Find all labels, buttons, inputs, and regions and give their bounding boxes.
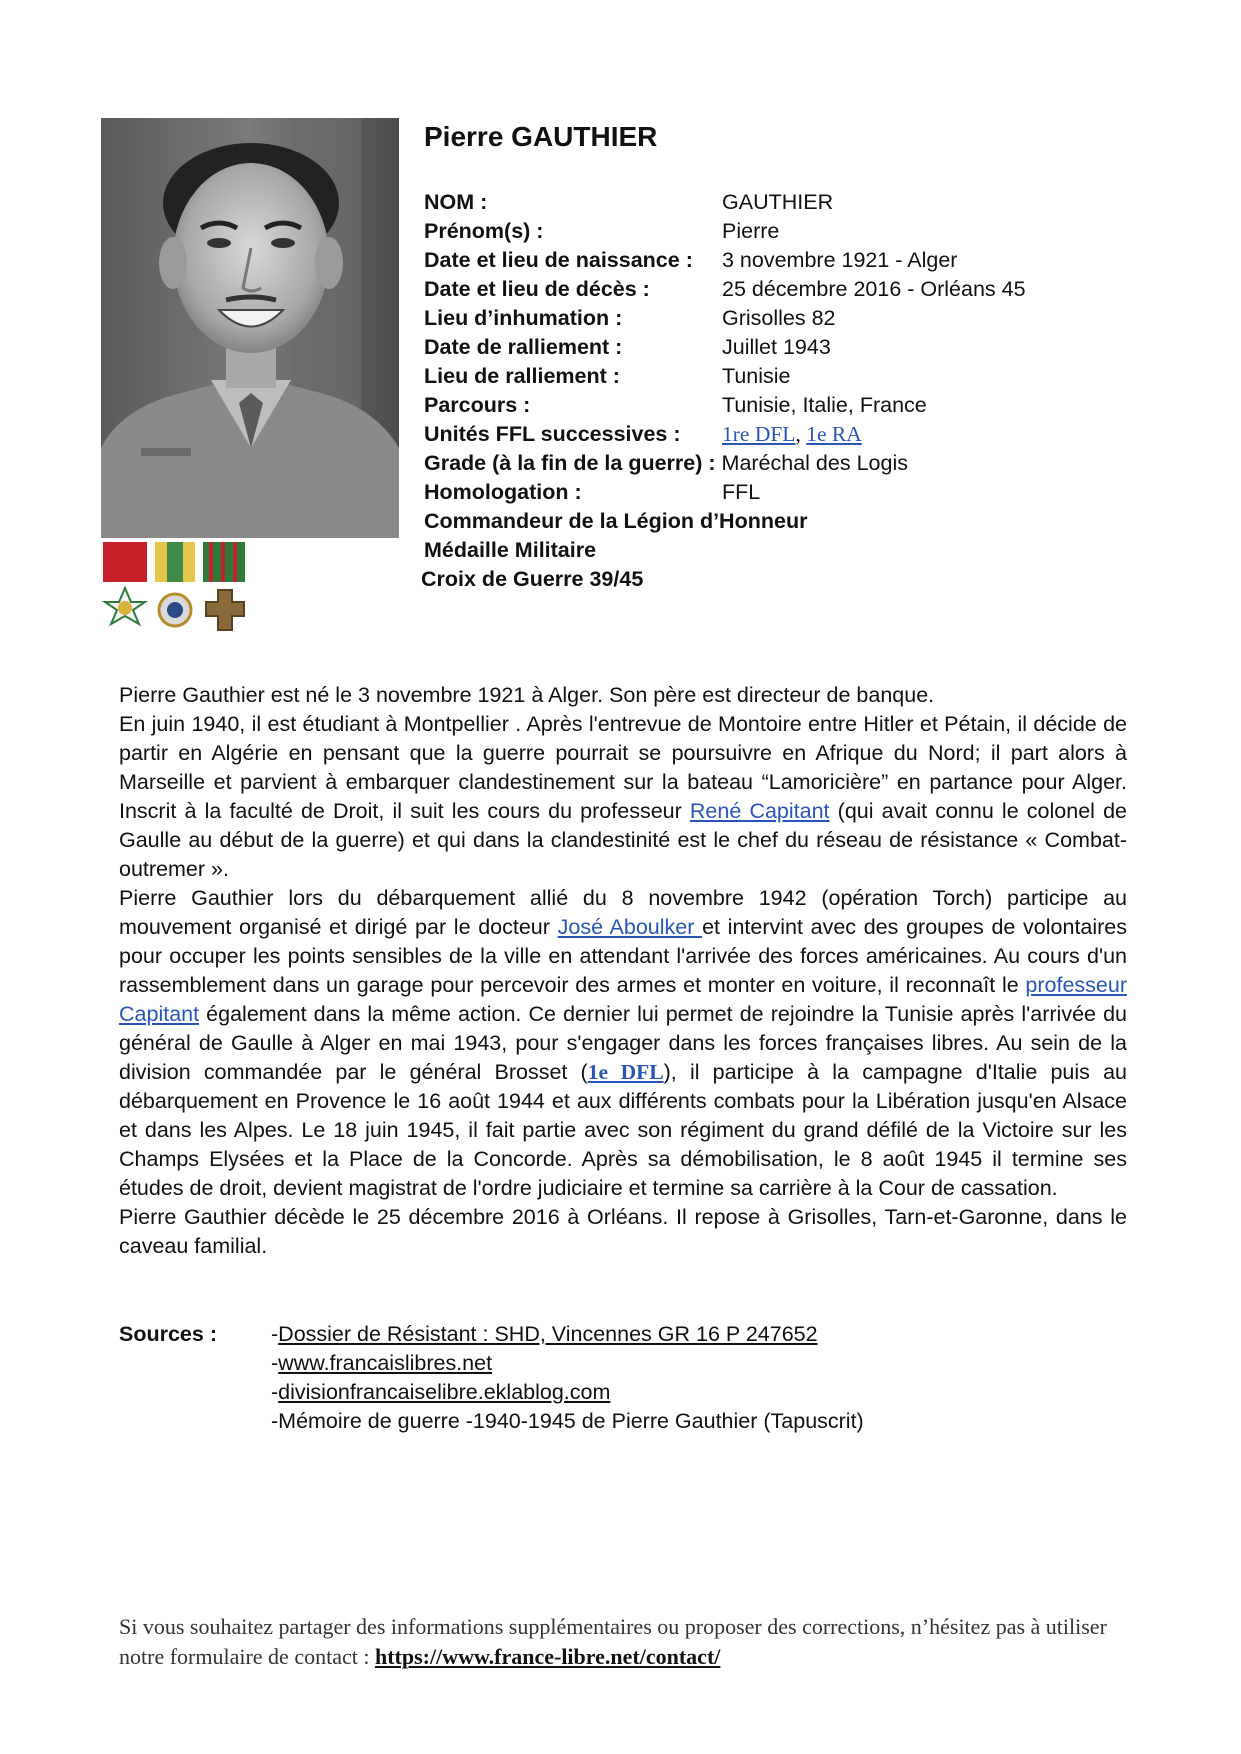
portrait-illustration (101, 118, 399, 538)
footer-text: Si vous souhaitez partager des informations supplémentaires ou proposer des corrections, n’hésitez pas à utiliser notre formulaire de contact : (119, 1614, 1107, 1669)
medals-image (101, 540, 251, 650)
info-label: Lieu de ralliement : (424, 364, 620, 388)
info-row-inhumation (424, 304, 1064, 333)
info-value: Grisolles 82 (722, 306, 836, 330)
source-item (271, 1378, 1031, 1407)
info-row-grade (424, 449, 1064, 478)
source-dash: - (271, 1322, 279, 1346)
info-value: 25 décembre 2016 - Orléans 45 (722, 277, 1026, 301)
bio-paragraph: Pierre Gauthier est né le 3 novembre 1921 à Alger. Son père est directeur de banque. (119, 683, 935, 707)
source-item (271, 1320, 1031, 1349)
info-label: Grade (à la fin de la guerre) : (424, 451, 716, 475)
info-value: GAUTHIER (722, 190, 834, 214)
info-label: Unités FFL successives : (424, 422, 681, 446)
info-row-lieu-ralliement (424, 362, 1064, 391)
info-row-unites (424, 420, 1064, 449)
info-label: Date et lieu de naissance : (424, 248, 693, 272)
link-1e-dfl[interactable]: 1e DFL (587, 1060, 664, 1084)
distinction-legion-honneur: Commandeur de la Légion d’Honneur (424, 509, 808, 533)
portrait-photo (101, 118, 399, 538)
link-rene-capitant[interactable]: René Capitant (689, 799, 830, 823)
bio-text: Pierre Gauthier lors du débarquement allié du 8 novembre 1942 (opération Torch) participe au mouvement organisé et dirigé par le docteur (119, 886, 1127, 939)
info-value: Tunisie, Italie, France (722, 393, 927, 417)
info-label: Prénom(s) : (424, 219, 544, 243)
info-label: Date et lieu de décès : (424, 277, 650, 301)
source-francaislibres[interactable]: www.francaislibres.net (278, 1351, 493, 1375)
link-professeur-capitant[interactable]: professeur Capitant (119, 973, 1127, 1026)
bio-text: En juin 1940, il est étudiant à Montpellier . Après l'entrevue de Montoire entre Hitler et Pétain, il décide de partir en Algérie en pensant que la guerre pourrait se poursuivre en Afrique du Nord; il part alors à Marseille et parvient à embarquer clandestinement sur la bateau “Lamoricière” en partance pour Alger. Inscrit à la faculté de Droit, il suit les cours du professeur (119, 712, 1127, 823)
bio-paragraph (119, 884, 1127, 1203)
info-row-date-ralliement (424, 333, 1064, 362)
page-title: Pierre GAUTHIER (424, 121, 658, 152)
source-item-memoire: -Mémoire de guerre -1940-1945 de Pierre Gauthier (Tapuscrit) (271, 1409, 864, 1433)
link-1re-dfl[interactable]: 1re DFL (722, 422, 796, 446)
distinction-medaille-militaire: Médaille Militaire (424, 538, 597, 562)
sources-list (271, 1320, 1031, 1436)
info-label: Date de ralliement : (424, 335, 623, 359)
bio-text: et intervint avec des groupes de volontaires pour occuper les points sensibles de la ville en attendant l'arrivée des forces américaines. Au cours d'un rassemblement dans un garage pour percevoir des armes et monter en voiture, il reconnaît le (119, 915, 1128, 997)
info-row-naissance (424, 246, 1064, 275)
info-row-parcours (424, 391, 1064, 420)
contact-link[interactable]: https://www.france-libre.net/contact/ (374, 1644, 721, 1669)
info-label: NOM : (424, 190, 488, 214)
bio-paragraph (119, 710, 1127, 884)
source-item (271, 1349, 1031, 1378)
info-row-homologation (424, 478, 1064, 507)
bio-text: (qui avait connu le colonel de Gaulle au début de la guerre) et qui dans la clandestinité est le chef du réseau de résistance « Combat-outremer ». (119, 799, 1127, 881)
info-value (722, 420, 862, 449)
info-row-nom (424, 188, 1064, 217)
info-value: Juillet 1943 (722, 335, 831, 359)
info-row-deces (424, 275, 1064, 304)
source-eklablog[interactable]: divisionfrancaiselibre.eklablog.com (278, 1380, 611, 1404)
biography (119, 681, 1127, 1261)
bio-paragraph: Pierre Gauthier décède le 25 décembre 2016 à Orléans. Il repose à Grisolles, Tarn-et-Garonne, dans le caveau familial. (119, 1205, 1127, 1258)
source-dash: - (271, 1380, 279, 1404)
distinction-croix-de-guerre: Croix de Guerre 39/45 (421, 567, 644, 591)
units-separator: , (795, 422, 807, 446)
info-table (421, 188, 1064, 594)
bio-text: également dans la même action. Ce dernier lui permet de rejoindre la Tunisie après l'arrivée du général de Gaulle à Alger en mai 1943, pour s'engager dans les forces françaises libres. Au sein de la division commandée par le général Brosset ( (119, 1002, 1127, 1084)
source-dash: - (271, 1351, 279, 1375)
info-value: Tunisie (722, 364, 791, 388)
source-shd[interactable]: Dossier de Résistant : SHD, Vincennes GR 16 P 247652 (278, 1322, 818, 1346)
medals-illustration (101, 540, 251, 650)
sources-label: Sources : (119, 1322, 217, 1346)
info-value: Pierre (722, 219, 780, 243)
info-value: 3 novembre 1921 - Alger (722, 248, 958, 272)
footer-note (119, 1612, 1119, 1672)
link-1e-ra[interactable]: 1e RA (806, 422, 862, 446)
info-row-prenom (424, 217, 1064, 246)
info-label: Parcours : (424, 393, 531, 417)
bio-text: ), il participe à la campagne d'Italie puis au débarquement en Provence le 16 août 1944 et aux différents combats pour la Libération jusqu'en Alsace et dans les Alpes. Le 18 juin 1945, il fait partie avec son régiment du grand défilé de la Victoire sur les Champs Elysées et la Place de la Concorde. Après sa démobilisation, le 8 août 1945 il termine ses études de droit, devient magistrat de l'ordre judiciaire et termine sa carrière à la Cour de cassation. (119, 1060, 1128, 1200)
croix-de-guerre-icon (206, 590, 244, 630)
info-label: Homologation : (424, 480, 582, 504)
link-jose-aboulker[interactable]: José Aboulker (557, 915, 703, 939)
info-value: Maréchal des Logis (721, 451, 908, 475)
info-label: Lieu d’inhumation : (424, 306, 623, 330)
info-value: FFL (722, 480, 761, 504)
